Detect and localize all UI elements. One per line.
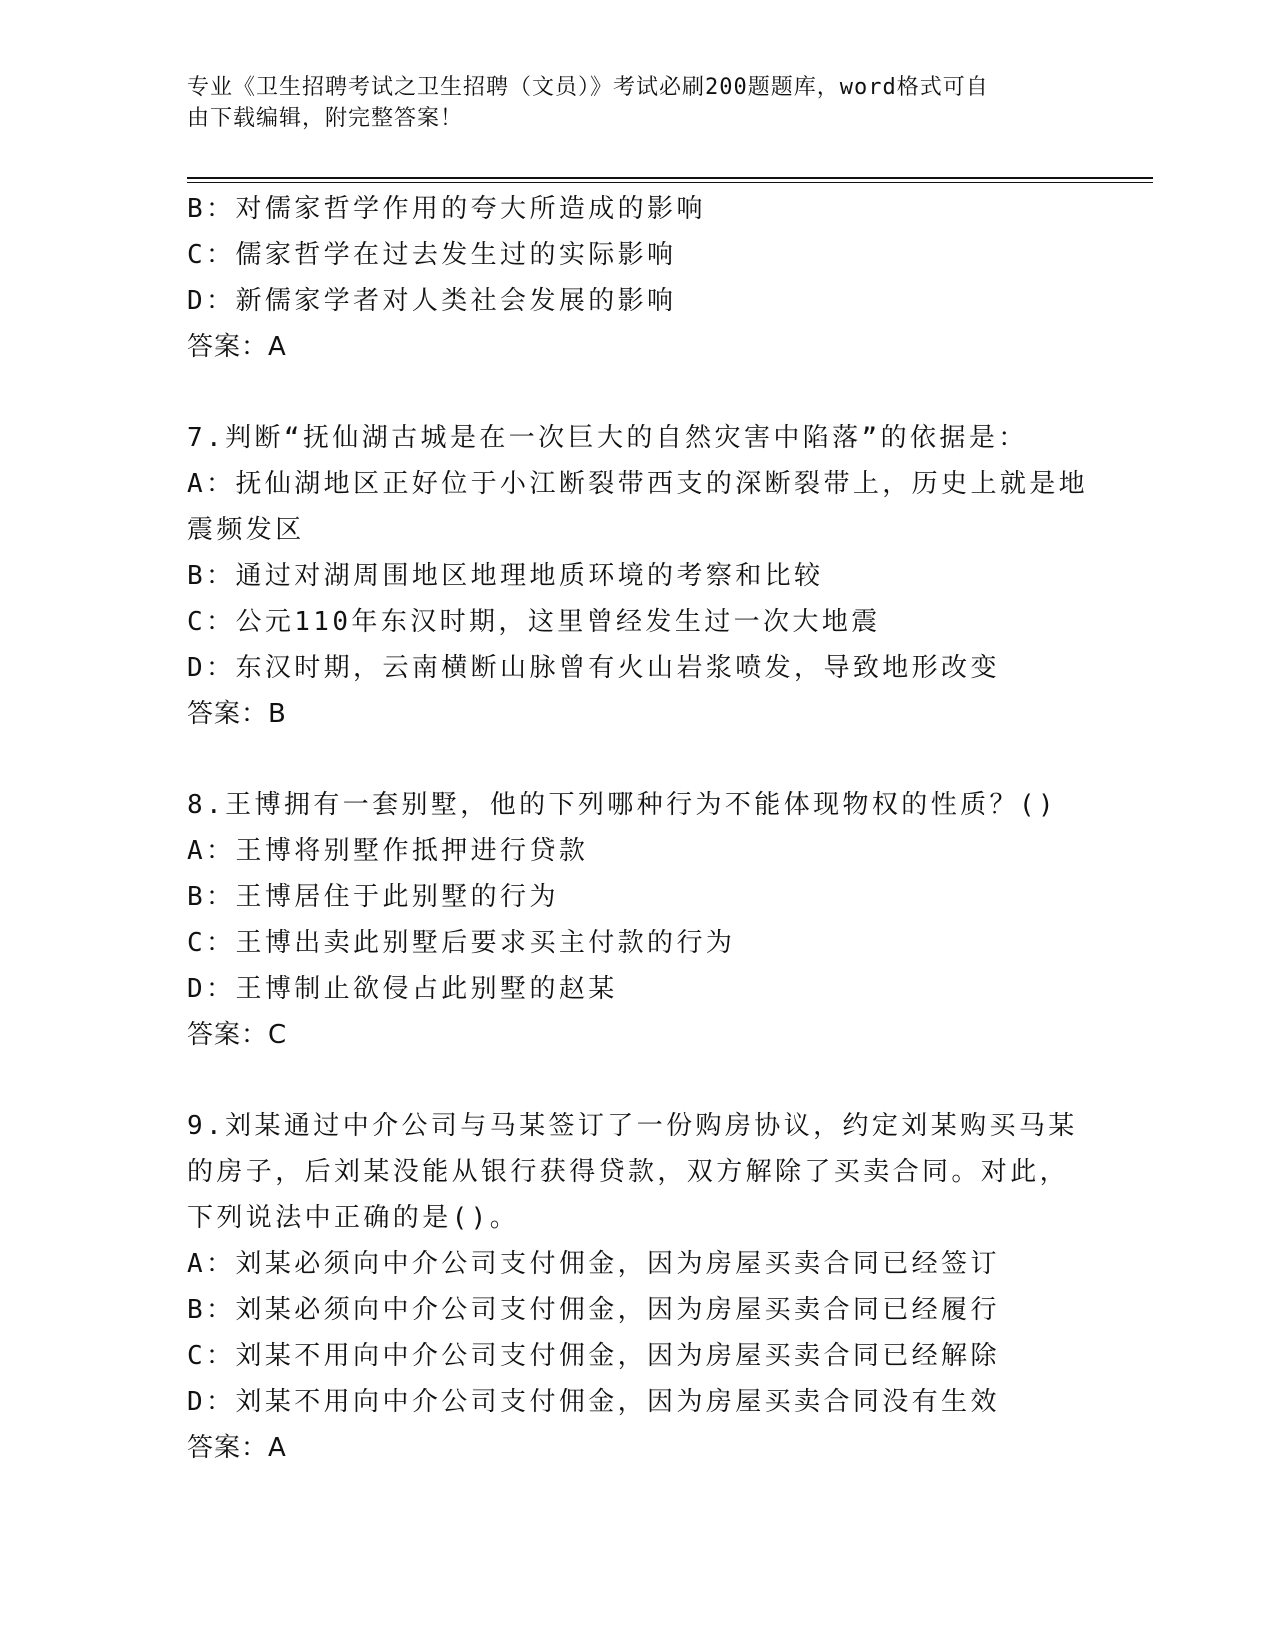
question-stem: 9.刘某通过中介公司与马某签订了一份购房协议，约定刘某购买马某: [187, 1111, 1078, 1141]
option-c: C：儒家哲学在过去发生过的实际影响: [187, 240, 677, 270]
option-b: B：王博居住于此别墅的行为: [187, 882, 559, 912]
spacer: [187, 1058, 1087, 1103]
header-line-2: 由下载编辑，附完整答案！: [187, 106, 464, 131]
answer-line: 答案：C: [187, 1020, 288, 1050]
question-list: [187, 186, 1087, 1471]
header-divider-thin: [187, 182, 1153, 183]
option-d: D：王博制止欲侵占此别墅的赵某: [187, 974, 618, 1004]
answer-line: 答案：A: [187, 1433, 287, 1463]
question-stem-continued: 下列说法中正确的是()。: [187, 1203, 520, 1233]
spacer: [187, 737, 1087, 782]
option-b: B：刘某必须向中介公司支付佣金，因为房屋买卖合同已经履行: [187, 1295, 1000, 1325]
option-d: D：东汉时期，云南横断山脉曾有火山岩浆喷发，导致地形改变: [187, 653, 1000, 683]
option-d: D：新儒家学者对人类社会发展的影响: [187, 286, 677, 316]
header-line-1: 专业《卫生招聘考试之卫生招聘（文员）》考试必刷200题题库，word格式可自: [187, 75, 989, 100]
option-c: C：公元110年东汉时期，这里曾经发生过一次大地震: [187, 607, 881, 637]
question-stem: 7.判断“抚仙湖古城是在一次巨大的自然灾害中陷落”的依据是：: [187, 423, 1028, 453]
question-9: [187, 1103, 1087, 1471]
question-8: [187, 782, 1087, 1058]
option-c: C：王博出卖此别墅后要求买主付款的行为: [187, 928, 736, 958]
option-b: B：通过对湖周围地区地理地质环境的考察和比较: [187, 561, 824, 591]
question-stem-continued: 的房子，后刘某没能从银行获得贷款，双方解除了买卖合同。对此，: [187, 1157, 1070, 1187]
option-b: B：对儒家哲学作用的夸大所造成的影响: [187, 194, 706, 224]
question-6-continued: [187, 186, 1087, 370]
option-a: A：抚仙湖地区正好位于小江断裂带西支的深断裂带上，历史上就是地: [187, 469, 1089, 499]
header-divider-thick: [187, 177, 1153, 179]
answer-line: 答案：A: [187, 332, 287, 362]
option-c: C：刘某不用向中介公司支付佣金，因为房屋买卖合同已经解除: [187, 1341, 1000, 1371]
option-a: A：王博将别墅作抵押进行贷款: [187, 836, 589, 866]
spacer: [187, 370, 1087, 415]
option-d: D：刘某不用向中介公司支付佣金，因为房屋买卖合同没有生效: [187, 1387, 1000, 1417]
option-a-continued: 震频发区: [187, 515, 305, 545]
option-a: A：刘某必须向中介公司支付佣金，因为房屋买卖合同已经签订: [187, 1249, 1000, 1279]
question-7: [187, 415, 1087, 737]
answer-line: 答案：B: [187, 699, 287, 729]
page-header: [187, 72, 1067, 134]
question-stem: 8.王博拥有一套别墅，他的下列哪种行为不能体现物权的性质？(): [187, 790, 1058, 820]
